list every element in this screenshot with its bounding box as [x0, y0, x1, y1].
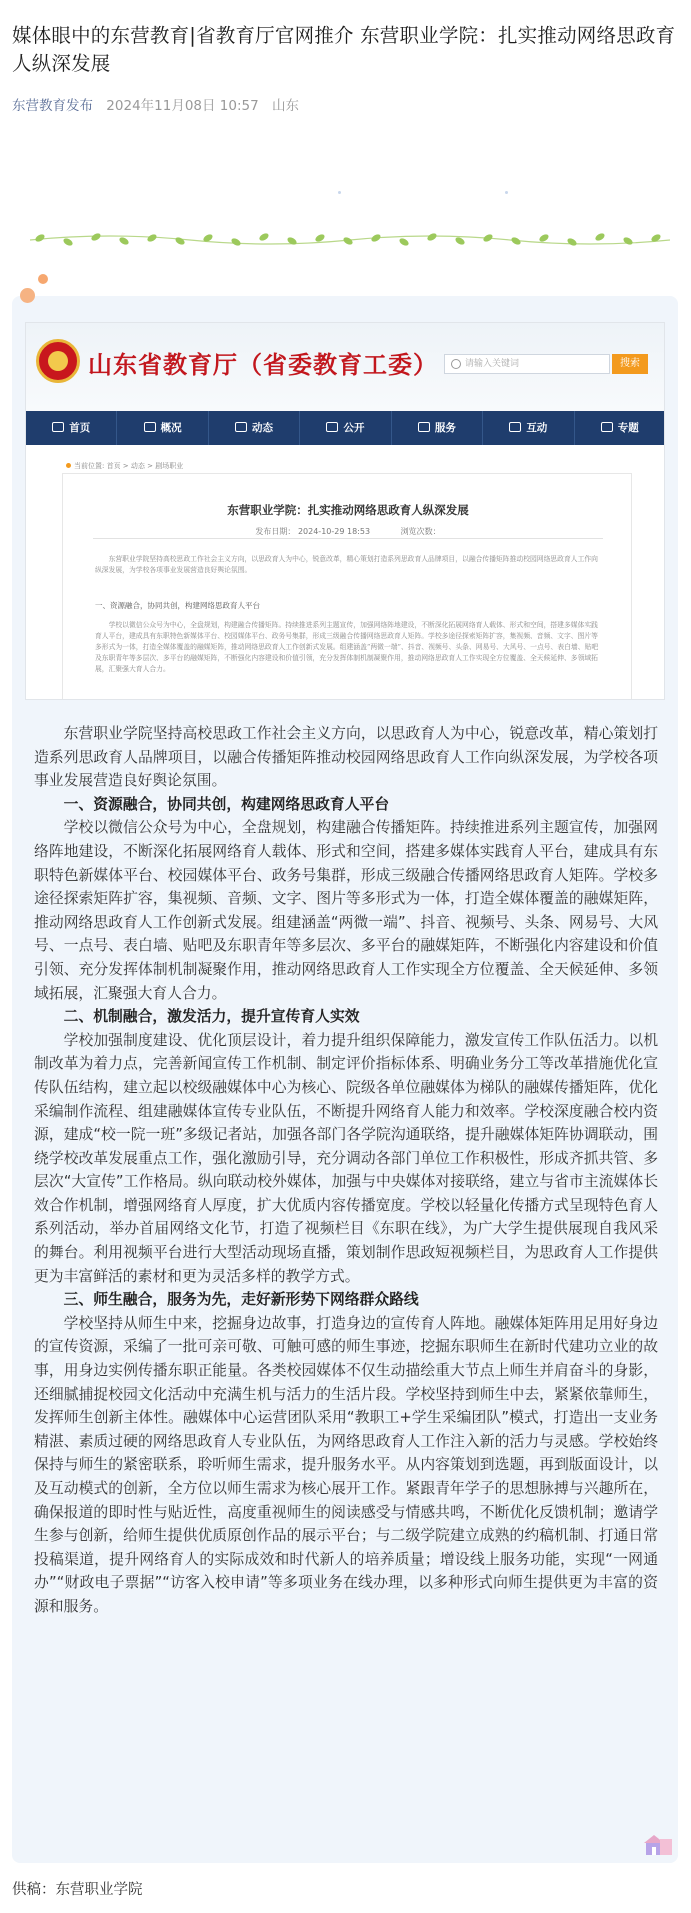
section-heading: 一、资源融合，协同共创，构建网络思政育人平台	[63, 795, 390, 813]
site-nav	[26, 411, 665, 445]
nav-item-topic: 专题	[575, 411, 665, 445]
section-heading: 二、机制融合，激发活力，提升宣传育人实效	[63, 1008, 360, 1026]
doc-panel	[62, 473, 632, 700]
nav-item-interact: 互动	[483, 411, 574, 445]
contributor-note: 供稿：东营职业学院	[12, 1882, 143, 1898]
service-icon	[418, 422, 430, 432]
search-input: 请输入关键词	[444, 354, 610, 374]
decor-dot	[338, 191, 341, 194]
search-button: 搜索	[612, 354, 648, 374]
doc-meta	[63, 526, 633, 537]
decor-circle-icon	[20, 288, 35, 303]
article-title: 媒体眼中的东营教育|省教育厅官网推介 东营职业学院：扎实推动网络思政育人纵深发展	[12, 24, 676, 75]
section-heading: 三、师生融合，服务为先，走好新形势下网络群众路线	[63, 1291, 419, 1309]
nav-item-home: 首页	[26, 411, 117, 445]
embedded-webpage-screenshot	[25, 322, 665, 700]
vine-divider-icon	[30, 228, 670, 250]
body-paragraph: 学校加强制度建设、优化顶层设计，着力提升组织保障能力，激发宣传工作队伍活力。以机制改革为着力点，完善新闻宣传工作机制、制定评价指标体系、明确业务分工等改革措施优化宣传队伍结构，建立起以校级融媒体中心为核心、院级各单位融媒体为梯队的融媒传播矩阵，优化采编制作流程、组建融媒体宣传专业队伍，不断提升网络育人能力和效率。学校深度融合校内资源，建成“校一院一班”多级记者站，加强各部门各学院沟通联络，提升融媒体矩阵协调联动，围绕学校改革发展重点工作，强化激励引导，充分调动各部门单位工作积极性，形成齐抓共管、多层次“大宣传”工作格局。纵向联动校外媒体，加强与中央媒体对接联络，建立与省市主流媒体长效合作机制，增强网络育人厚度，扩大优质内容传播宽度。学校以轻量化传播方式呈现特色育人系列活动，举办首届网络文化节，打造了视频栏目《东职在线》，为广大学生提供展现自我风采的舞台。利用视频平台进行大型活动现场直播，策划制作思政短视频栏目，为思政育人工作提供更为丰富鲜活的素材和更为灵活多样的教学方式。	[34, 1031, 658, 1285]
nav-item-news: 动态	[209, 411, 300, 445]
body-paragraph: 东营职业学院坚持高校思政工作社会主义方向，以思政育人为中心，锐意改革，精心策划打造系列思政育人品牌项目，以融合传播矩阵推动校园网络思政育人工作向纵深发展，为学校各项事业发展营造良好舆论氛围。	[34, 725, 658, 790]
divider	[93, 538, 603, 539]
body-paragraph: 学校坚持从师生中来，挖掘身边故事，打造身边的宣传育人阵地。融媒体矩阵用足用好身边的宣传资源，采编了一批可亲可敬、可触可感的师生事迹，挖掘东职师生在新时代建功立业的故事，用身边实例传播东职正能量。各类校园媒体不仅生动描绘重大节点上师生并肩奋斗的身影，还细腻捕捉校园文化活动中充满生机与活力的生活片段。学校坚持到师生中去，紧紧依靠师生，发挥师生创新主体性。融媒体中心运营团队采用“教职工+学生采编团队”模式，打造出一支业务精湛、素质过硬的网络思政育人专业队伍，为网络思政育人工作注入新的活力与灵感。学校始终保持与师生的紧密联系，聆听师生需求，提升服务水平。从内容策划到选题，再到版面设计，以及互动模式的创新，全方位以师生需求为核心展开工作。紧跟青年学子的思想脉搏与兴趣所在，确保报道的即时性与贴近性，高度重视师生的阅读感受与情感共鸣，不断优化反馈机制；邀请学生参与创新，给师生提供优质原创作品的展示平台；与二级学院建立成熟的约稿机制、打通日常投稿渠道，提升网络育人的实际成效和时代新人的培养质量；增设线上服务功能，实现“一网通办”“财政电子票据”“访客入校申请”等多项业务在线办理，以多种形式向师生提供更为丰富的资源和服务。	[34, 1314, 658, 1615]
house-decor-icon	[640, 1831, 674, 1857]
book-icon	[326, 422, 338, 432]
doc-heading: 一、资源融合，协同共创，构建网络思政育人平台	[95, 601, 260, 610]
decor-circle-icon	[38, 274, 48, 284]
nav-item-service: 服务	[392, 411, 483, 445]
news-icon	[235, 422, 247, 432]
body-paragraph: 学校以微信公众号为中心，全盘规划，构建融合传播矩阵。持续推进系列主题宣传，加强网络阵地建设，不断深化拓展网络育人载体、形式和空间，搭建多媒体实践育人平台，建成具有东职特色新媒体平台、校园媒体平台、政务号集群，形成三级融合传播网络思政育人矩阵。学校多途径探索矩阵扩容，集视频、音频、文字、图片等多形式为一体，打造全媒体覆盖的融媒矩阵，推动网络思政育人工作创新式发展。组建涵盖“两微一端”、抖音、视频号、头条、网易号、大风号、一点号、表白墙、贴吧及东职青年等多层次、多平台的融媒矩阵，不断强化内容建设和价值引领、充分发挥体制机制凝聚作用，推动网络思政育人工作实现全方位覆盖、全天候延伸、多领域拓展，汇聚强大育人合力。	[34, 819, 658, 1002]
chat-icon	[509, 422, 521, 432]
publish-datetime: 2024年11月08日 10:57	[106, 98, 259, 114]
doc-paragraph: 东营职业学院坚持高校思政工作社会主义方向，以思政育人为中心，锐意改革，精心策划打造系列思政育人品牌项目，以融合传播矩阵推动校园网络思政育人工作向纵深发展，为学校各项事业发展营造良好舆论氛围。	[95, 555, 598, 574]
breadcrumb: 当前位置: 首页 > 动态 > 剧场职业	[66, 461, 183, 471]
site-name: 山东省教育厅（省委教育工委）	[88, 351, 438, 379]
publish-location: 山东	[272, 98, 300, 114]
doc-date: 发布日期： 2024-10-29 18:53	[255, 527, 371, 536]
article-body	[34, 722, 658, 1619]
topic-icon	[601, 422, 613, 432]
nav-item-overview: 概况	[117, 411, 208, 445]
article-meta	[12, 94, 308, 114]
nav-item-public: 公开	[300, 411, 391, 445]
national-emblem-icon	[36, 339, 80, 383]
home-icon	[52, 422, 64, 432]
overview-icon	[144, 422, 156, 432]
decor-dot	[505, 191, 508, 194]
author-link[interactable]: 东营教育发布	[12, 98, 93, 114]
doc-paragraph: 学校以微信公众号为中心，全盘规划，构建融合传播矩阵。持续推进系列主题宣传，加强网络阵地建设，不断深化拓展网络育人载体、形式和空间，搭建多媒体实践育人平台，建成具有东职特色新媒体平台、校园媒体平台、政务号集群，形成三级融合传播网络思政育人矩阵。学校多途径探索矩阵扩容，集视频、音频、文字、图片等多形式为一体，打造全媒体覆盖的融媒矩阵，推动网络思政育人工作创新式发展。组建涵盖“两微一端”、抖音、视频号、头条、网易号、大风号、一点号、表白墙、贴吧及东职青年等多层次、多平台的融媒矩阵，不断强化内容建设和价值引领，充分发挥体制机制凝聚作用，推动网络思政育人工作实现全方位覆盖、全天候延伸、多领域拓展，汇聚强大育人合力。	[95, 621, 599, 673]
doc-views: 浏览次数：	[400, 527, 441, 536]
doc-title: 东营职业学院：扎实推动网络思政育人纵深发展	[227, 503, 469, 517]
